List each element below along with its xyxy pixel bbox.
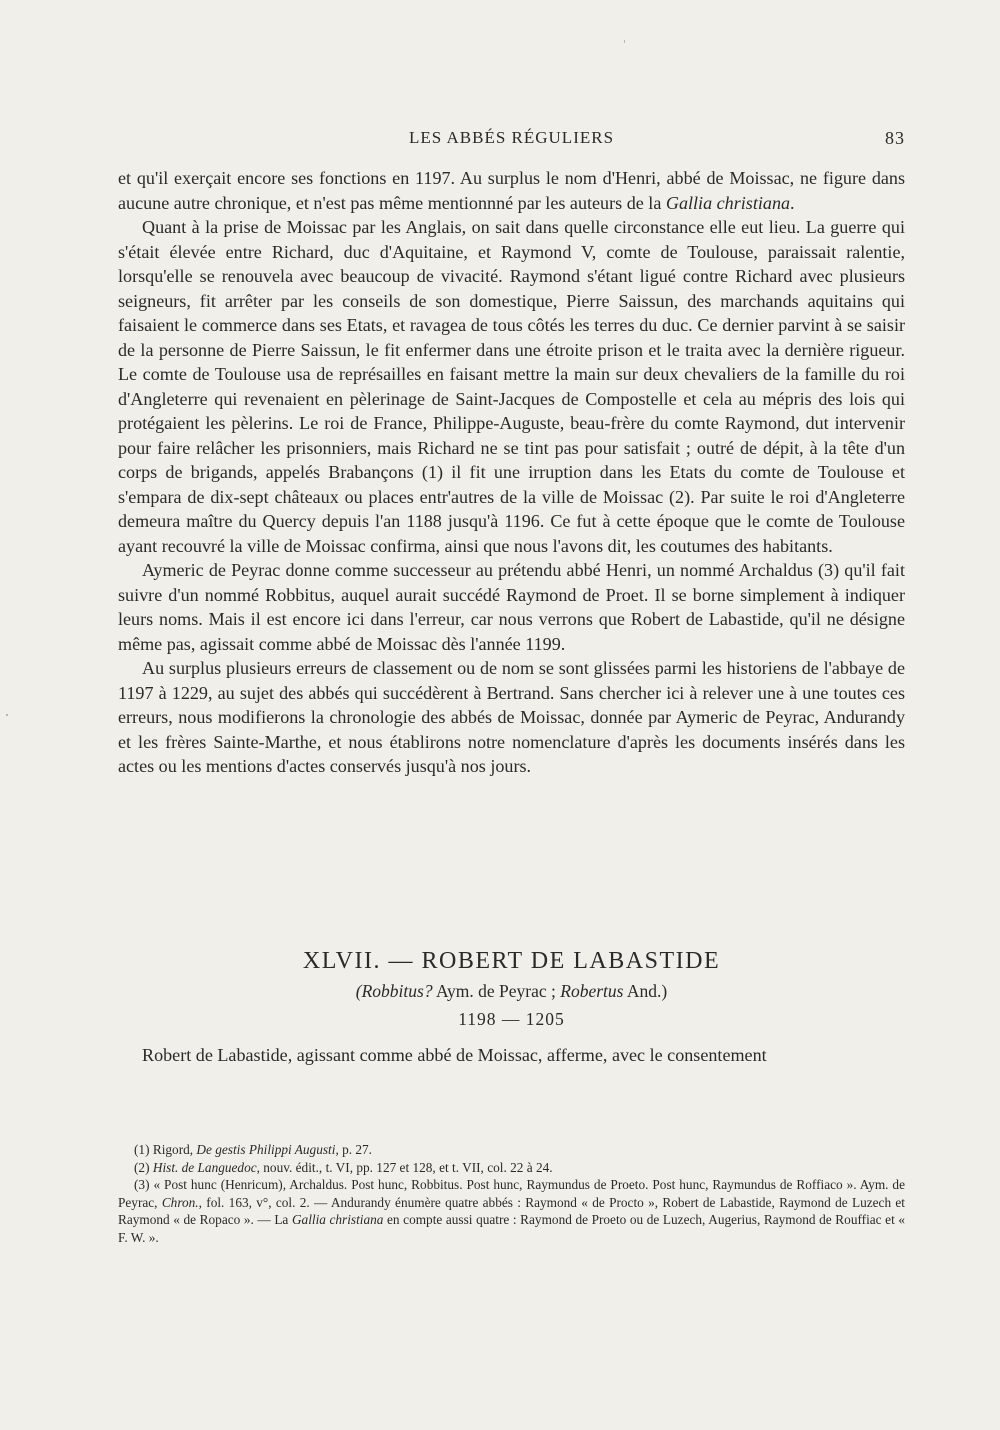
- section-years: 1198 — 1205: [458, 1009, 565, 1029]
- footnote-text: (3) « Post hunc (Henricum), Archaldus. Post hunc, Robbitus. Post hunc, Raymundus de Proeto. Post hunc, Raymundus de Roffiaco ». Aym. de Peyrac,: [118, 1177, 905, 1210]
- subtitle-part: And.): [623, 981, 668, 1001]
- footnote-text: (1) Rigord,: [134, 1142, 197, 1157]
- section-subtitle: [118, 978, 905, 1004]
- paragraph-text: et qu'il exerçait encore ses fonctions en 1197. Au surplus le nom d'Henri, abbé de Moissac, ne figure dans aucune autre chronique, et n'est pas même mentionnné par les auteurs de la: [118, 168, 905, 213]
- page-speck: [6, 714, 8, 716]
- footnote-text: , nouv. édit., t. VI, pp. 127 et 128, et t. VII, col. 22 à 24.: [256, 1159, 553, 1175]
- footnote: [118, 1176, 905, 1246]
- subtitle-name: Robbitus?: [361, 981, 433, 1001]
- italic-title: Gallia christiana: [665, 192, 791, 213]
- page-number: 83: [885, 128, 905, 148]
- page-speck: [624, 40, 625, 43]
- footnote-title: Chron.: [161, 1194, 199, 1210]
- running-head: [118, 128, 905, 154]
- body-text: [118, 166, 905, 779]
- section-title: XLVII. — ROBERT DE LABASTIDE: [302, 948, 721, 974]
- footnote-title: Hist. de Languedoc: [152, 1159, 257, 1175]
- footnote-text: , fol. 163, v°, col. 2. — Andurandy énumère quatre abbés : Raymond « de Procto », Robert de Labastide, Raymond de Luzech et Raymond « de Ropaco ». — La: [118, 1194, 905, 1227]
- paragraph: Aymeric de Peyrac donne comme successeur au prétendu abbé Henri, un nommé Archaldus (3) qu'il fait suivre d'un nommé Robbitus, auquel aurait succédé Raymond de Proet. Il se borne simplement à indiquer leurs noms. Mais il est encore ici dans l'erreur, car nous verrons que Robert de Labastide, qu'il ne désigne même pas, agissait comme abbé de Moissac dès l'année 1199.: [118, 560, 905, 654]
- footnote-title: Gallia christiana: [291, 1212, 384, 1227]
- footnote-title: De gestis Philippi Augusti: [196, 1142, 336, 1157]
- footnote: [118, 1141, 905, 1159]
- subtitle-part: (: [355, 981, 362, 1001]
- paragraph: Quant à la prise de Moissac par les Anglais, on sait dans quelle circonstance elle eut lieu. La guerre qui s'était élevée entre Richard, duc d'Aquitaine, et Raymond V, comte de Toulouse, paraissait ralentie, lorsqu'elle se renouvela avec beaucoup de vivacité. Raymond s'étant ligué contre Richard avec plusieurs seigneurs, fit arrêter par les conseils de son domestique, Pierre Saissun, des marchands aquitains qui faisaient le commerce dans ses Etats, et ravagea de tous côtés les terres du duc. Ce dernier parvint à se saisir de la personne de Pierre Saissun, le fit enfermer dans une étroite prison et le traita avec la dernière rigueur. Le comte de Toulouse usa de représailles en faisant mettre la main sur deux chevaliers de la famille du roi d'Angleterre qui revenaient en pèlerinage de Saint-Jacques de Compostelle et cela au mépris des lois qui protégaient les pèlerins. Le roi de France, Philippe-Auguste, beau-frère du comte Raymond, dut intervenir pour faire relâcher les prisonniers, mais Richard ne se tint pas pour satisfait ; outré de dépit, à la tête d'un corps de brigands, appelés Brabançons (1) il fit une irruption dans les Etats du comte de Toulouse et s'empara de dix-sept châteaux ou places entr'autres de la ville de Moissac (2). Par suite le roi d'Angleterre demeura maître du Quercy depuis l'an 1188 jusqu'à 1196. Ce fut à cette époque que le comte de Toulouse ayant recouvré la ville de Moissac confirma, ainsi que nous l'avons dit, les coutumes des habitants.: [118, 217, 905, 556]
- paragraph: Au surplus plusieurs erreurs de classement ou de nom se sont glissées parmi les historiens de l'abbaye de 1197 à 1229, au sujet des abbés qui succédèrent à Bertrand. Sans chercher ici à relever une à une toutes ces erreurs, nous modifierons la chronologie des abbés de Moissac, donnée par Aymeric de Peyrac, Andurandy et les frères Sainte-Marthe, et nous établirons notre nomenclature d'après les documents insérés dans les actes ou les mentions d'actes conservés jusqu'à nos jours.: [118, 658, 905, 776]
- footnote-text: (2): [134, 1159, 153, 1175]
- section-text: Robert de Labastide, agissant comme abbé de Moissac, afferme, avec le consentement: [142, 1045, 767, 1065]
- running-title: LES ABBÉS RÉGULIERS: [408, 128, 615, 147]
- footnote-text: , p. 27.: [335, 1142, 373, 1157]
- paragraph: [118, 166, 905, 215]
- footnote: [118, 1159, 905, 1177]
- subtitle-part: Aym. de Peyrac ;: [432, 981, 561, 1001]
- section-heading: [118, 946, 905, 1032]
- footnotes: [118, 1141, 905, 1246]
- subtitle-name: Robertus: [560, 981, 624, 1001]
- paragraph-text: .: [790, 192, 795, 213]
- footnote-text: en compte aussi quatre : Raymond de Proeto ou de Luzech, Augerius, Raymond de Rouffiac et « F. W. ».: [118, 1212, 905, 1245]
